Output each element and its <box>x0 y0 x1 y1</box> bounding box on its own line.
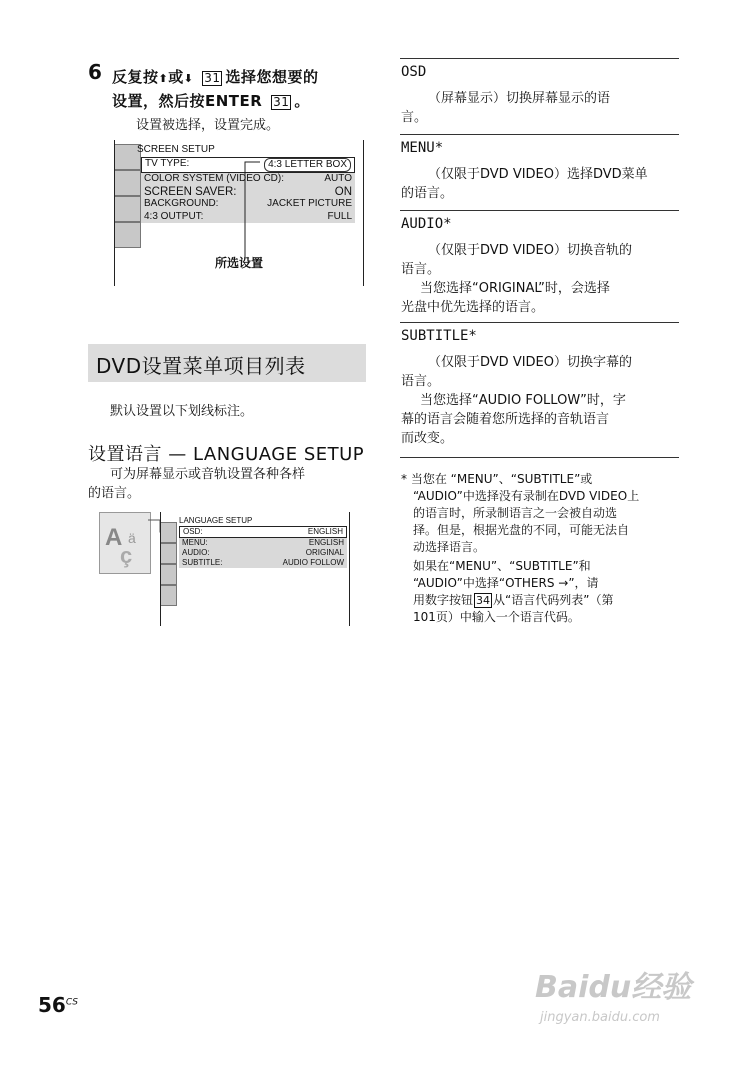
audio-desc-2: 语言。 <box>401 262 441 277</box>
step-text-a: 反复按 <box>112 68 159 86</box>
menu-row-osd <box>179 526 347 538</box>
language-tabs <box>161 522 177 606</box>
step-text-e: 。 <box>294 92 310 110</box>
page-number-value: 56 <box>38 993 66 1017</box>
footnote-2: “AUDIO”中选择没有录制在DVD VIDEO上 <box>413 489 640 503</box>
menu-row-menu <box>179 538 347 548</box>
screen-setup-title: SCREEN SETUP <box>137 144 215 155</box>
menu-desc-1: （仅限于DVD VIDEO）选择DVD菜单 <box>428 167 648 182</box>
row-label: MENU: <box>182 537 208 547</box>
tab-2 <box>161 543 177 564</box>
step-text-b: 或 <box>168 68 184 86</box>
subtitle-desc-3: 当您选择“AUDIO FOLLOW”时，字 <box>420 393 626 408</box>
button-ref-34: 34 <box>476 594 491 607</box>
row-value: ORIGINAL <box>305 547 344 557</box>
menu-row-subtitle <box>179 558 347 568</box>
row-value: ENGLISH <box>308 537 344 547</box>
tab-3 <box>161 564 177 585</box>
footnote-1: * 当您在 “MENU”、“SUBTITLE”或 <box>401 472 593 486</box>
audio-desc-3: 当您选择“ORIGINAL”时，会选择 <box>420 281 610 296</box>
menu-desc-2: 的语言。 <box>401 186 454 201</box>
subtitle-desc-1: （仅限于DVD VIDEO）切换字幕的 <box>428 355 633 370</box>
row-label: OSD: <box>183 527 203 536</box>
step-text-d: 设置，然后按ENTER <box>112 92 263 110</box>
rule-audio <box>400 210 679 211</box>
footnote-3: 的语言时，所录制语言之一会被自动选 <box>413 506 618 520</box>
footnote-7 <box>413 575 599 592</box>
row-value: JACKET PICTURE <box>267 198 352 210</box>
section-title: DVD设置菜单项目列表 <box>96 354 306 378</box>
default-note: 默认设置以下划线标注。 <box>110 404 254 419</box>
footnote-8b: 从“语言代码列表”（第 <box>493 593 614 607</box>
row-value: 4:3 LETTER BOX <box>264 158 351 172</box>
row-label: TV TYPE: <box>145 158 190 169</box>
tab-1 <box>161 522 177 543</box>
rule-footnote <box>400 457 679 458</box>
language-glyph-icon <box>100 513 150 573</box>
step-text-c: 选择您想要的 <box>225 68 319 86</box>
row-value: ENGLISH <box>307 527 343 536</box>
step-instruction-line1 <box>112 66 319 87</box>
svg-text:A: A <box>105 524 123 551</box>
audio-key: AUDIO* <box>401 216 452 232</box>
svg-text:ç: ç <box>120 543 133 568</box>
language-setup-menu <box>179 526 347 568</box>
row-label: SCREEN SAVER: <box>144 185 237 198</box>
step-result: 设置被选择，设置完成。 <box>136 118 280 133</box>
watermark-url: jingyan.baidu.com <box>540 1010 660 1025</box>
rule-menu <box>400 134 679 135</box>
footnote-4: 择。但是，根据光盘的不同，可能无法自 <box>413 523 630 537</box>
language-icon <box>99 512 151 574</box>
svg-text:ä: ä <box>128 530 136 546</box>
subtitle-desc-4: 幕的语言会随着您所选择的音轨语言 <box>401 412 610 427</box>
osd-desc-2: 言。 <box>401 110 428 125</box>
menu-key: MENU* <box>401 140 444 156</box>
step-instruction-line2 <box>112 90 310 111</box>
row-value: ON <box>334 185 352 198</box>
row-label: 4:3 OUTPUT: <box>144 210 204 222</box>
down-arrow-icon: ⬇ <box>183 72 194 85</box>
language-setup-display <box>160 512 350 626</box>
audio-desc-4: 光盘中优先选择的语言。 <box>401 300 545 315</box>
row-value: AUDIO FOLLOW <box>282 557 344 567</box>
osd-key: OSD <box>401 64 427 80</box>
row-value: AUTO <box>324 173 352 185</box>
button-ref-31b: 31 <box>273 95 290 109</box>
footnote-9: 101页）中输入一个语言代码。 <box>413 610 580 624</box>
language-desc-2: 的语言。 <box>88 486 141 501</box>
menu-row-audio <box>179 548 347 558</box>
subtitle-key: SUBTITLE* <box>401 328 477 344</box>
callout-label: 所选设置 <box>215 256 264 270</box>
language-desc-1: 可为屏幕显示或音轨设置各种各样 <box>110 467 306 482</box>
row-label: SUBTITLE: <box>182 557 223 567</box>
row-label: COLOR SYSTEM (VIDEO CD): <box>144 173 285 185</box>
up-arrow-icon: ⬆ <box>158 72 169 85</box>
language-setup-title: LANGUAGE SETUP <box>179 516 253 525</box>
rule-osd <box>400 58 679 59</box>
page-number <box>38 993 78 1017</box>
footnote-8 <box>413 592 613 609</box>
footnote-8a: 用数字按钮 <box>413 593 474 607</box>
button-ref-31: 31 <box>204 71 221 85</box>
rule-subtitle <box>400 322 679 323</box>
row-label: AUDIO: <box>182 547 210 557</box>
audio-desc-1: （仅限于DVD VIDEO）切换音轨的 <box>428 243 633 258</box>
language-setup-heading: 设置语言 — LANGUAGE SETUP <box>88 444 365 465</box>
row-label: BACKGROUND: <box>144 198 219 210</box>
tab-4 <box>161 585 177 606</box>
subtitle-desc-5: 而改变。 <box>401 431 454 446</box>
osd-desc-1: （屏幕显示）切换屏幕显示的语 <box>428 91 611 106</box>
footnote-5: 动选择语言。 <box>413 540 486 554</box>
footnote-7b: ”，请 <box>568 576 599 590</box>
step-number: 6 <box>88 60 102 84</box>
subtitle-desc-2: 语言。 <box>401 374 441 389</box>
footnote-7a: “AUDIO”中选择“OTHERS <box>413 576 555 590</box>
row-value: FULL <box>327 210 352 222</box>
page-suffix: CS <box>65 997 79 1008</box>
right-arrow-icon: → <box>558 576 569 590</box>
watermark-logo: Baidu经验 <box>535 970 692 1005</box>
footnote-6: 如果在“MENU”、“SUBTITLE”和 <box>413 559 591 573</box>
screen-setup-display <box>114 140 364 286</box>
